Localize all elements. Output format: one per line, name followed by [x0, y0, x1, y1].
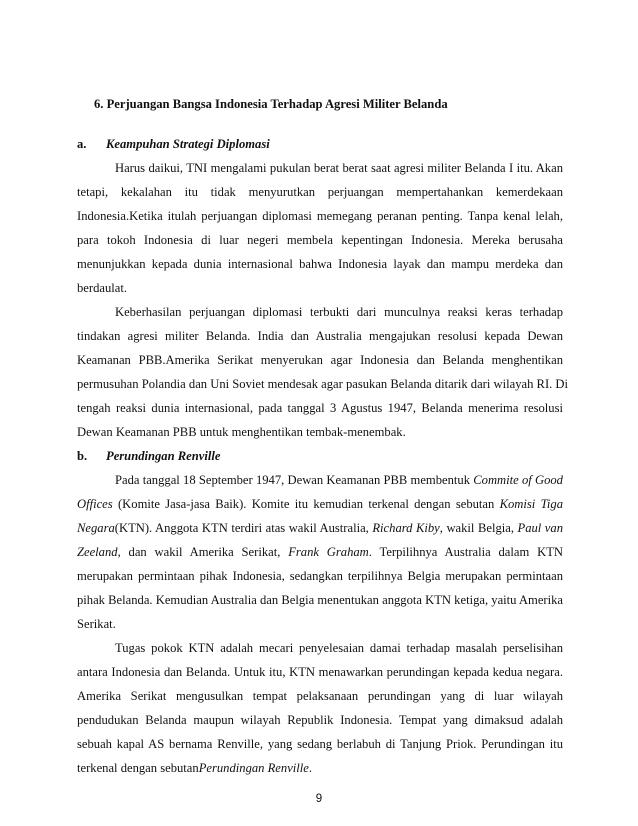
text-line: pihak Belanda. Kemudian Australia dan Belgia menentukan anggota KTN ketiga, yaitu Amerika — [77, 593, 563, 607]
text-line: antara Indonesia dan Belanda. Untuk itu, KTN menawarkan perundingan kepada kedua negara. — [77, 665, 563, 679]
text-line: Indonesia.Ketika itulah perjuangan diplomasi memegang peranan penting. Tanpa kenal lelah, — [77, 209, 563, 223]
text-line: Dewan Keamanan PBB untuk menghentikan tembak-menembak. — [77, 425, 406, 439]
text-line — [77, 544, 563, 560]
section-a-title: Keampuhan Strategi Diplomasi — [106, 137, 270, 151]
text-line — [115, 472, 563, 488]
page-number: 9 — [315, 793, 323, 805]
text-span: (KTN). Anggota KTN terdiri atas wakil Australia, — [114, 521, 373, 535]
italic-term: Zeeland — [77, 545, 118, 559]
text-line — [77, 520, 563, 536]
text-line: tengah reaksi dunia internasional, pada tanggal 3 Agustus 1947, Belanda menerima resolusi — [77, 401, 563, 415]
text-line — [77, 760, 563, 776]
italic-term: Frank Graham — [288, 545, 369, 559]
section-a-letter: a. — [77, 137, 87, 151]
italic-term: Richard Kiby — [372, 521, 440, 535]
text-span: terkenal dengan sebutan — [77, 761, 199, 775]
text-span: . Terpilihnya Australia dalam KTN — [368, 545, 563, 559]
text-span: , dan wakil Amerika Serikat, — [117, 545, 289, 559]
italic-term: Offices — [77, 497, 113, 511]
text-line: sebuah kapal AS bernama Renville, yang sedang berlabuh di Tanjung Priok. Perundingan itu — [77, 737, 563, 751]
text-span: Pada tanggal 18 September 1947, Dewan Keamanan PBB membentuk — [115, 473, 474, 487]
text-line: tetapi, kekalahan itu tidak menyurutkan perjuangan mempertahankan kemerdekaan — [77, 185, 563, 199]
text-line: Tugas pokok KTN adalah mecari penyelesaian damai terhadap masalah perselisihan — [115, 641, 563, 655]
italic-term: Perundingan Renville — [198, 761, 309, 775]
text-line: Keberhasilan perjuangan diplomasi terbukti dari munculnya reaksi keras terhadap — [115, 305, 563, 319]
italic-term: Commite of Good — [473, 473, 563, 487]
text-line — [77, 496, 563, 512]
text-line: merupakan permintaan pihak Indonesia, sedangkan terpilihnya Belgia merupakan permintaan — [77, 569, 563, 583]
text-line: Keamanan PBB.Amerika Serikat menyerukan agar Indonesia dan Belanda menghentikan — [77, 353, 563, 367]
text-span: (Komite Jasa-jasa Baik). Komite itu kemudian terkenal dengan sebutan — [112, 497, 500, 511]
section-b-title: Perundingan Renville — [106, 449, 221, 463]
text-line: Harus daikui, TNI mengalami pukulan berat berat saat agresi militer Belanda I itu. Akan — [115, 161, 563, 175]
section-heading: 6. Perjuangan Bangsa Indonesia Terhadap Agresi Militer Belanda — [94, 97, 448, 111]
italic-term: Komisi Tiga — [499, 497, 563, 511]
italic-term: Paul van — [517, 521, 563, 535]
text-line: tindakan agresi militer Belanda. India dan Australia mengajukan resolusi kepada Dewan — [77, 329, 563, 343]
section-b-letter: b. — [77, 449, 88, 463]
text-line: permusuhan Polandia dan Uni Soviet mendesak agar pasukan Belanda ditarik dari wilayah RI. Di — [77, 377, 569, 391]
text-line: Serikat. — [77, 617, 116, 631]
text-span: . — [308, 761, 313, 775]
italic-term: Negara — [77, 521, 115, 535]
text-line: berdaulat. — [77, 281, 127, 295]
text-line: Amerika Serikat mengusulkan tempat pelaksanaan perundingan yang di luar wilayah — [77, 689, 563, 703]
text-line: menunjukkan kepada dunia internasional bahwa Indonesia layak dan mampu merdeka dan — [77, 257, 563, 271]
text-line: pendudukan Belanda maupun wilayah Republik Indonesia. Tempat yang dimaksud adalah — [77, 713, 563, 727]
text-span: , wakil Belgia, — [439, 521, 518, 535]
text-line: para tokoh Indonesia di luar negeri membela kepentingan Indonesia. Mereka berusaha — [77, 233, 563, 247]
